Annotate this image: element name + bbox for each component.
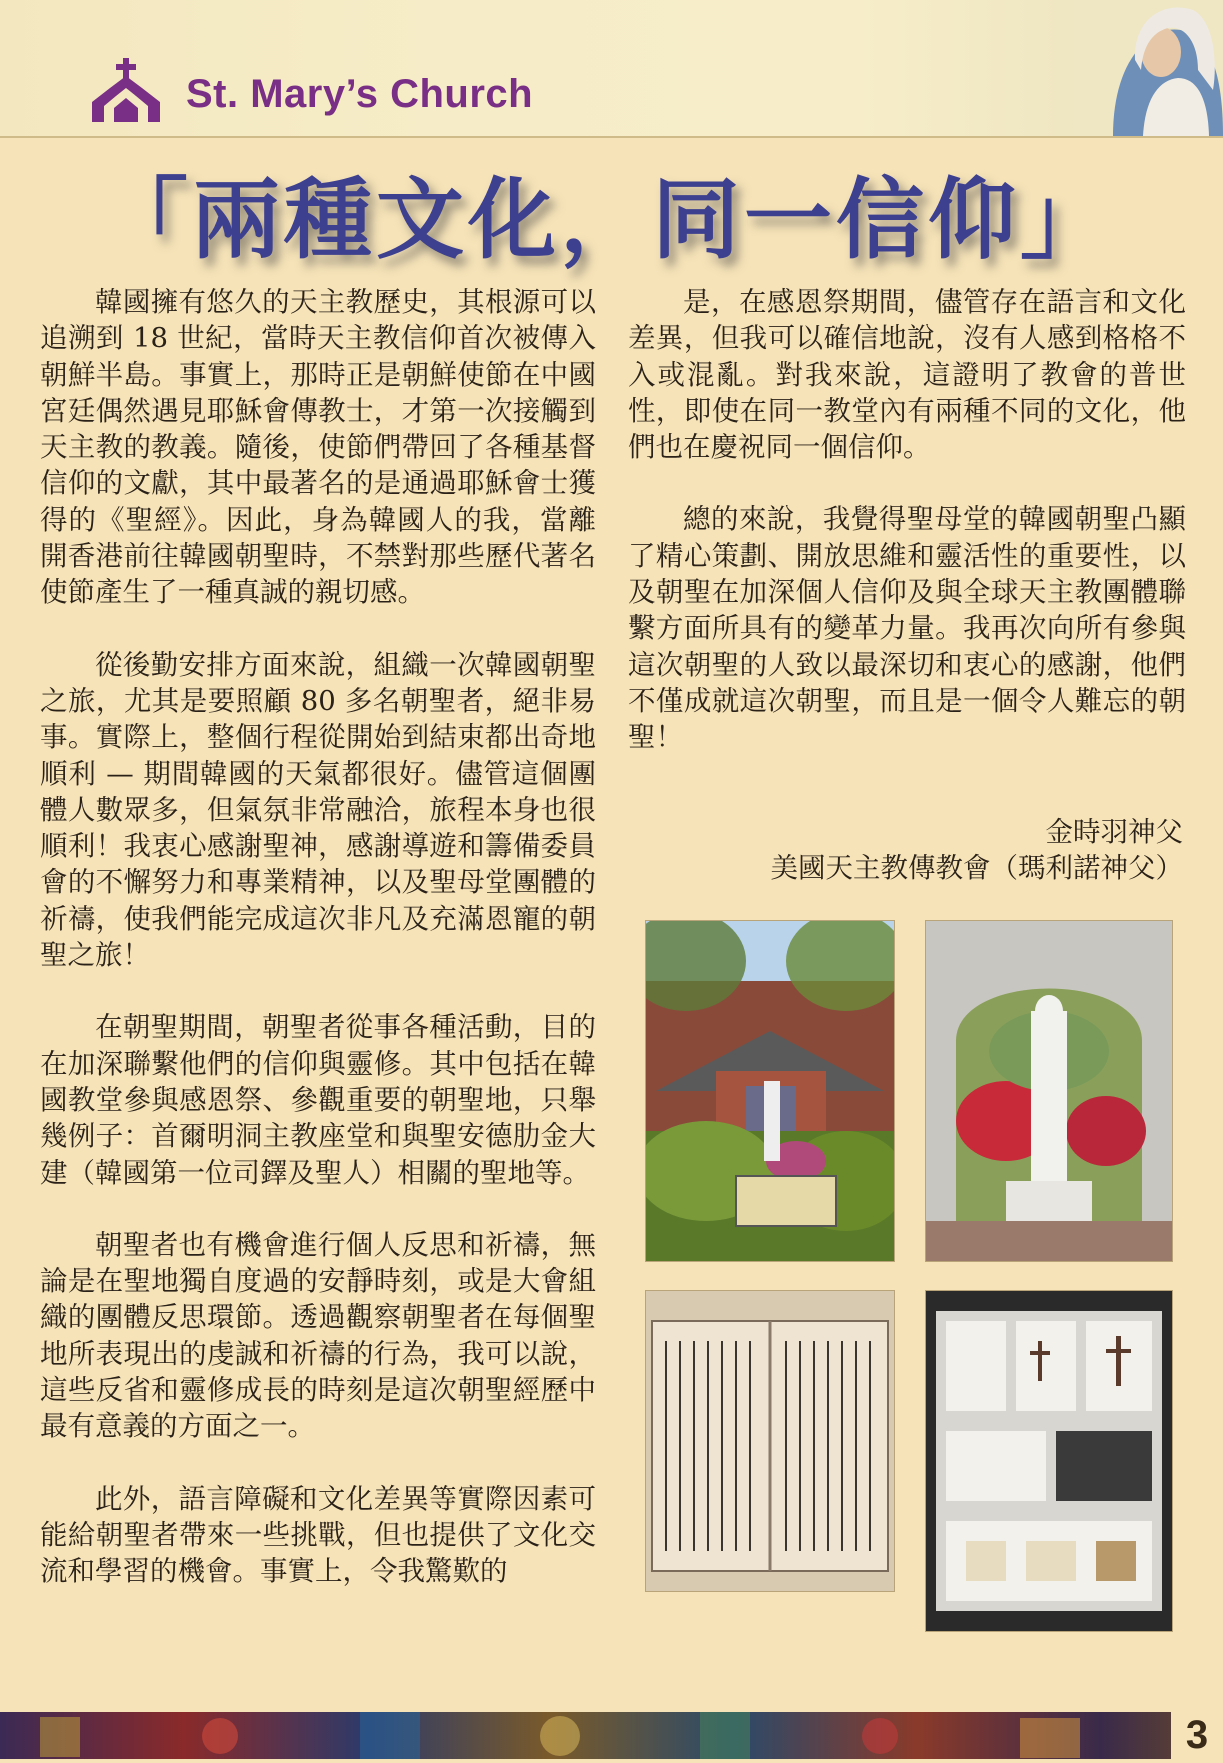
author-signature — [771, 814, 1184, 886]
mary-statue-image — [1073, 0, 1223, 136]
paragraph: 在朝聖期間，朝聖者從事各種活動，目的在加深聯繫他們的信仰與靈修。其中包括在韓國教堂參與感恩祭、參觀重要的朝聖地，只舉幾例子：首爾明洞主教座堂和與聖安德肋金大建（韓國第一位司鐸及聖人）相關的聖地等。 — [40, 1011, 596, 1189]
paragraph: 是，在感恩祭期間，儘管存在語言和文化差異，但我可以確信地說，沒有人感到格格不入或混亂。對我來說，這證明了教會的普世性，即使在同一教堂內有兩種不同的文化，他們也在慶祝同一個信仰。 — [628, 286, 1186, 464]
church-name: St. Mary’s Church — [186, 72, 534, 116]
paragraph: 韓國擁有悠久的天主教歷史，其根源可以追溯到 18 世紀，當時天主教信仰首次被傳入朝鮮半島。事實上，那時正是朝鮮使節在中國宮廷偶然遇見耶穌會傳教士，才第一次接觸到天主教的教義。隨後，使節們帶回了各種基督信仰的文獻，其中最著名的是通過耶穌會士獲得的《聖經》。因此，身為韓國人的我，當離開香港前往韓國朝聖時，不禁對那些歷代著名使節產生了一種真誠的親切感。 — [40, 286, 596, 609]
church-logo-icon — [90, 58, 162, 124]
paragraph: 此外，語言障礙和文化差異等實際因素可能給朝聖者帶來一些挑戰，但也提供了文化交流和學習的機會。事實上，令我驚歎的 — [40, 1482, 596, 1588]
page-header — [0, 0, 1223, 138]
left-column — [40, 284, 596, 1626]
paragraph: 總的來說，我覺得聖母堂的韓國朝聖凸顯了精心策劃、開放思維和靈活性的重要性，以及朝聖在加深個人信仰及與全球天主教團體聯繫方面所具有的變革力量。我再次向所有參與這次朝聖的人致以最深切和衷心的感謝，他們不僅成就這次朝聖，而且是一個令人難忘的朝聖！ — [628, 503, 1186, 754]
author-org: 美國天主教傳教會（瑪利諾神父） — [770, 852, 1183, 884]
museum-display-photo — [925, 1290, 1173, 1632]
bible-book-photo — [645, 1290, 895, 1592]
stained-glass-footer — [0, 1712, 1223, 1759]
paragraph: 從後勤安排方面來說，組織一次韓國朝聖之旅，尤其是要照顧 80 多名朝聖者，絕非易事。實際上，整個行程從開始到結束都出奇地順利 — 期間韓國的天氣都很好。儘管這個團體人數眾多，但氣氛非常融洽，旅程本身也很順利！我衷心感謝聖神，感謝導遊和籌備委員會的不懈努力和專業精神，以及聖母堂團體的祈禱，使我們能完成這次非凡及充滿恩寵的朝聖之旅！ — [40, 648, 596, 972]
church-building-photo — [645, 920, 895, 1262]
page-number: 3 — [1171, 1712, 1223, 1759]
paragraph: 朝聖者也有機會進行個人反思和祈禱，無論是在聖地獨自度過的安靜時刻，或是大會組織的團體反思環節。透過觀察朝聖者在每個聖地所表現出的虔誠和祈禱的行為，我可以說，這些反省和靈修成長的時刻是這次朝聖經歷中最有意義的方面之一。 — [40, 1228, 596, 1443]
right-column — [628, 284, 1186, 792]
statue-arch-photo — [925, 920, 1173, 1262]
author-name: 金時羽神父 — [1045, 816, 1183, 848]
stained-glass-pattern-icon — [0, 1712, 1223, 1759]
article-title: 「兩種文化，同一信仰」 — [100, 168, 1113, 271]
